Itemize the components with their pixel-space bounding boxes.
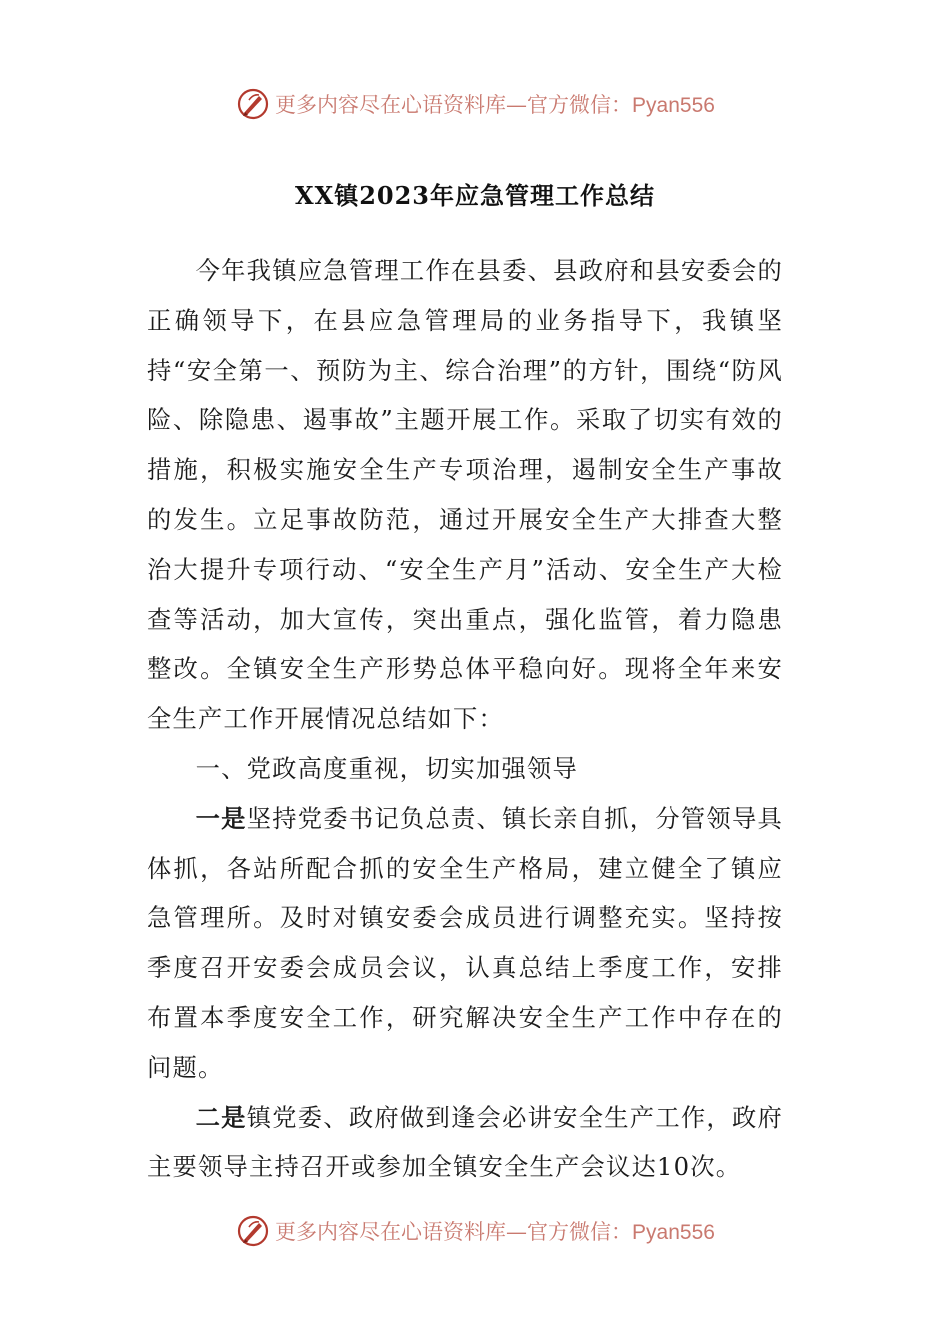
watermark-wechat-id: Pyan556 bbox=[632, 94, 715, 117]
pen-logo-icon bbox=[235, 1213, 271, 1249]
watermark-footer bbox=[0, 1211, 950, 1251]
watermark-text: 更多内容尽在心语资料库—官方微信：Pyan556 bbox=[275, 1220, 715, 1244]
document-title: XX镇2023年应急管理工作总结 bbox=[294, 181, 656, 210]
watermark-text: 更多内容尽在心语资料库—官方微信：Pyan556 bbox=[275, 93, 715, 117]
watermark-header bbox=[0, 84, 950, 124]
pen-logo-icon bbox=[235, 86, 271, 122]
document-body bbox=[147, 246, 783, 1192]
point-lead-1: 一是 bbox=[195, 803, 247, 833]
section-heading-1: 一、党政高度重视，切实加强领导 bbox=[195, 753, 579, 783]
watermark-wechat-id: Pyan556 bbox=[632, 1221, 715, 1244]
paragraph-point-1: 一是坚持党委书记负总责、镇长亲自抓，分管领导具体抓，各站所配合抓的安全生产格局，建立健全了镇应急管理所。及时对镇安委会成员进行调整充实。坚持按季度召开安委会成员会议，认真总结上季度工作，安排布置本季度安全工作，研究解决安全生产工作中存在的问题。 bbox=[147, 803, 784, 1082]
paragraph-intro: 今年我镇应急管理工作在县委、县政府和县安委会的正确领导下，在县应急管理局的业务指导下，我镇坚持“安全第一、预防为主、综合治理”的方针，围绕“防风险、除隐患、遏事故”主题开展工作。采取了切实有效的措施，积极实施安全生产专项治理，遏制安全生产事故的发生。立足事故防范，通过开展安全生产大排查大整治大提升专项行动、“安全生产月”活动、安全生产大检查等活动，加大宣传，突出重点，强化监管，着力隐患整改。全镇安全生产形势总体平稳向好。现将全年来安全生产工作开展情况总结如下： bbox=[147, 256, 783, 734]
point-lead-2: 二是 bbox=[195, 1102, 247, 1132]
paragraph-point-2: 二是镇党委、政府做到逢会必讲安全生产工作，政府主要领导主持召开或参加全镇安全生产会议达10次。 bbox=[147, 1102, 784, 1182]
